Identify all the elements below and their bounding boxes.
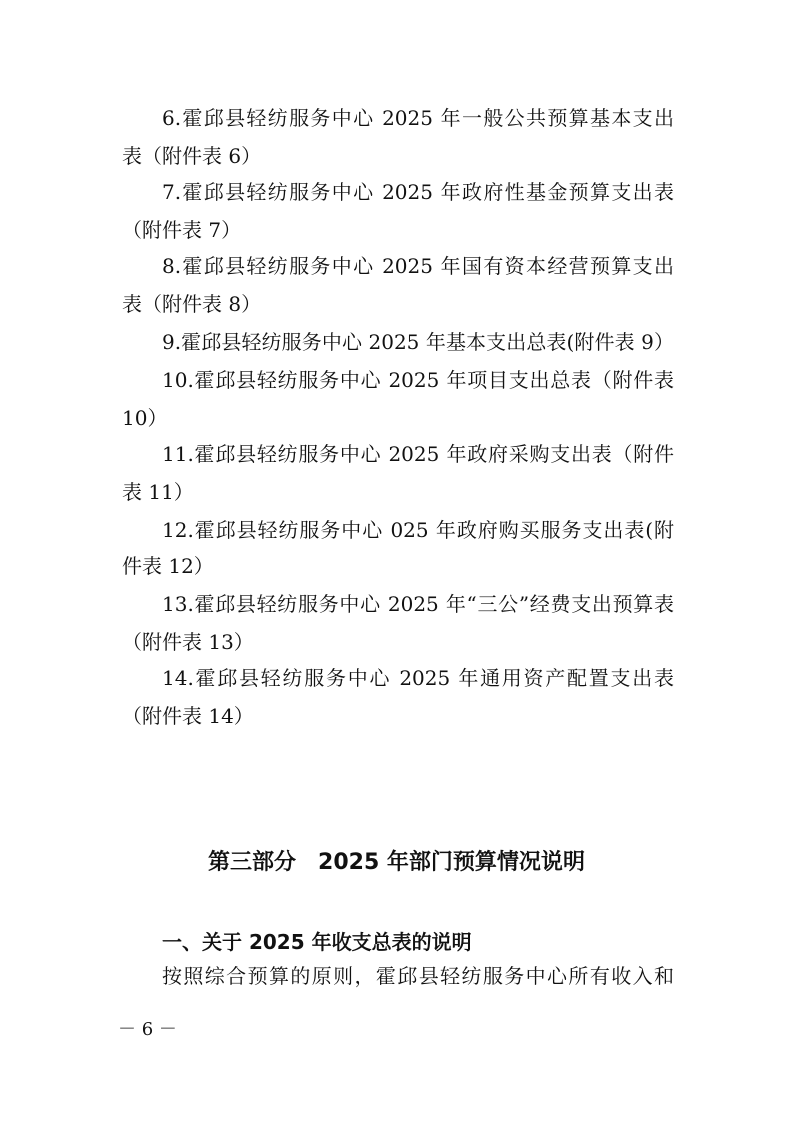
- page-number: － 6 －: [118, 1019, 177, 1040]
- list-item-7-line-2: （附件表 7）: [122, 218, 242, 242]
- list-item-8-line-2: 表（附件表 8）: [122, 292, 262, 316]
- list-item-8-line-1: 8.霍邱县轻纺服务中心 2025 年国有资本经营预算支出: [162, 254, 674, 278]
- list-item-13-line-2: （附件表 13）: [122, 630, 254, 654]
- section-title: 第三部分 2025 年部门预算情况说明: [208, 850, 585, 875]
- list-item-12-line-2: 件表 12）: [122, 554, 214, 578]
- body-paragraph-line: 按照综合预算的原则，霍邱县轻纺服务中心所有收入和: [162, 964, 674, 988]
- list-item-9-line-1: 9.霍邱县轻纺服务中心 2025 年基本支出总表(附件表 9）: [162, 330, 674, 354]
- list-item-10-line-2: 10）: [122, 406, 168, 430]
- list-item-13-line-1: 13.霍邱县轻纺服务中心 2025 年“三公”经费支出预算表: [162, 592, 674, 616]
- list-item-12-line-1: 12.霍邱县轻纺服务中心 025 年政府购买服务支出表(附: [162, 518, 674, 542]
- list-item-6-line-2: 表（附件表 6）: [122, 144, 262, 168]
- subheading: 一、关于 2025 年收支总表的说明: [162, 930, 472, 954]
- list-item-6-line-1: 6.霍邱县轻纺服务中心 2025 年一般公共预算基本支出: [162, 106, 674, 130]
- list-item-11-line-1: 11.霍邱县轻纺服务中心 2025 年政府采购支出表（附件: [162, 442, 674, 466]
- list-item-7-line-1: 7.霍邱县轻纺服务中心 2025 年政府性基金预算支出表: [162, 180, 674, 204]
- list-item-14-line-2: （附件表 14）: [122, 704, 254, 728]
- list-item-10-line-1: 10.霍邱县轻纺服务中心 2025 年项目支出总表（附件表: [162, 368, 674, 392]
- list-item-11-line-2: 表 11）: [122, 480, 194, 504]
- list-item-14-line-1: 14.霍邱县轻纺服务中心 2025 年通用资产配置支出表: [162, 666, 674, 690]
